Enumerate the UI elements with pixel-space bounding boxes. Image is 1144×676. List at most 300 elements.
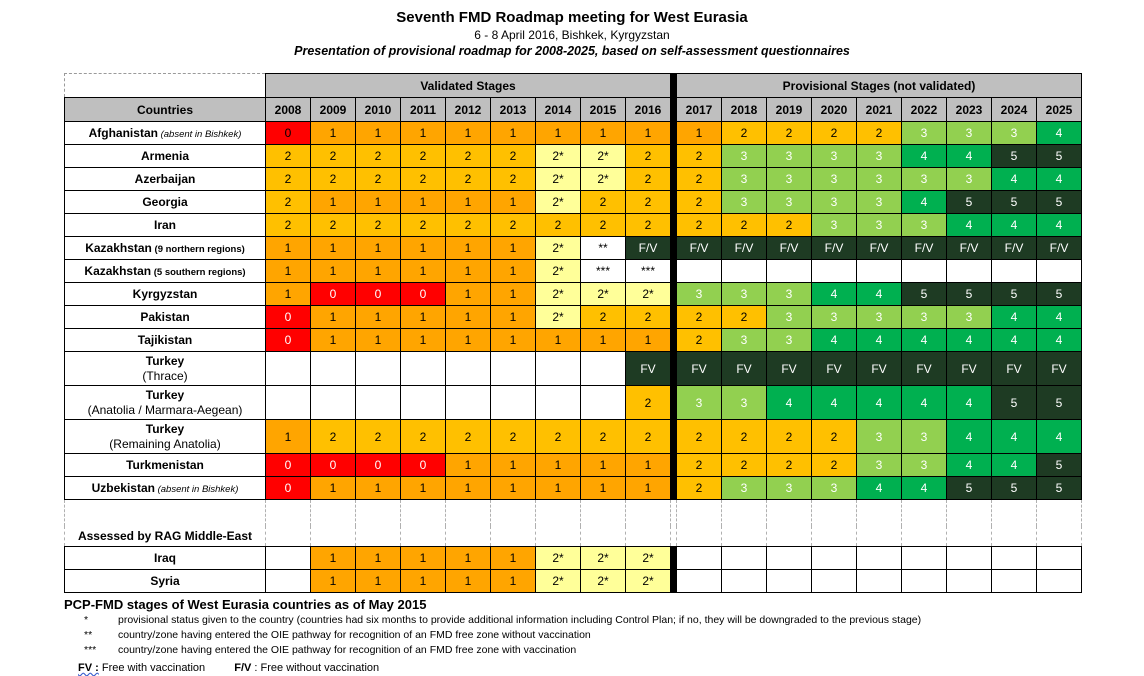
footnote-marker: * — [84, 614, 89, 626]
stage-cell: 3 — [722, 283, 767, 306]
stage-cell: 3 — [857, 168, 902, 191]
stage-cell: 0 — [311, 283, 356, 306]
stage-cell: 1 — [491, 570, 536, 593]
stage-cell: 1 — [491, 547, 536, 570]
stage-cell: 1 — [401, 260, 446, 283]
gap-cell — [356, 526, 401, 547]
stage-cell: 1 — [401, 122, 446, 145]
gap-cell — [902, 500, 947, 526]
stage-cell: 1 — [581, 122, 626, 145]
stage-cell: 1 — [401, 191, 446, 214]
stage-cell — [356, 352, 401, 386]
stage-cell: 4 — [992, 306, 1037, 329]
stage-cell: 1 — [446, 306, 491, 329]
stage-cell: 3 — [767, 191, 812, 214]
stage-cell: 2 — [491, 168, 536, 191]
year-header: 2021 — [857, 98, 902, 122]
country-cell — [65, 386, 266, 420]
footnote-text: provisional status given to the country (countries had six months to provide additional information including Control Plan; if no, they will be downgraded to the previous stage) — [118, 614, 922, 626]
year-header: 2010 — [356, 98, 401, 122]
rag-heading: Assessed by RAG Middle-East — [65, 526, 266, 547]
country-cell — [65, 329, 266, 352]
stage-cell — [677, 260, 722, 283]
year-header: 2016 — [626, 98, 671, 122]
gap-cell — [266, 500, 311, 526]
stage-cell: 5 — [1037, 283, 1082, 306]
stage-cell: 1 — [626, 122, 671, 145]
gap-cell — [536, 500, 581, 526]
year-header: 2024 — [992, 98, 1037, 122]
stage-cell: 3 — [947, 168, 992, 191]
gap-cell — [266, 526, 311, 547]
year-header: 2022 — [902, 98, 947, 122]
stage-cell: 4 — [902, 329, 947, 352]
stage-cell: 2 — [401, 168, 446, 191]
gap-cell — [947, 500, 992, 526]
stage-cell: 3 — [857, 145, 902, 168]
stage-cell — [767, 547, 812, 570]
stage-cell: FV — [767, 352, 812, 386]
stage-cell — [266, 547, 311, 570]
stage-cell: 1 — [626, 477, 671, 500]
stage-cell: 4 — [1037, 122, 1082, 145]
country-cell — [65, 145, 266, 168]
stage-cell — [902, 260, 947, 283]
year-header: 2008 — [266, 98, 311, 122]
gap-cell — [992, 526, 1037, 547]
stage-cell: 2 — [581, 306, 626, 329]
stage-cell: 2 — [812, 420, 857, 454]
stage-cell: FV — [1037, 352, 1082, 386]
stage-cell: 2 — [677, 191, 722, 214]
stage-cell: 2 — [626, 306, 671, 329]
stage-cell: 1 — [581, 477, 626, 500]
country-cell — [65, 214, 266, 237]
stage-cell: 1 — [356, 570, 401, 593]
gap-cell — [491, 526, 536, 547]
stage-cell: 1 — [491, 237, 536, 260]
stage-cell: 2* — [626, 570, 671, 593]
stage-cell: 3 — [812, 214, 857, 237]
stage-cell: F/V — [902, 237, 947, 260]
stage-cell: 4 — [1037, 306, 1082, 329]
stage-cell — [812, 570, 857, 593]
stage-cell: 1 — [446, 283, 491, 306]
stage-cell: 2 — [677, 306, 722, 329]
stage-cell: 2 — [677, 145, 722, 168]
stage-cell: 3 — [812, 477, 857, 500]
country-name: Azerbaijan — [134, 172, 196, 186]
stage-cell: 2* — [536, 283, 581, 306]
stage-cell: 2 — [767, 122, 812, 145]
stage-cell: 5 — [992, 191, 1037, 214]
stage-cell: 5 — [992, 145, 1037, 168]
stage-cell: 3 — [857, 306, 902, 329]
stage-cell: 2 — [536, 214, 581, 237]
stage-cell: 1 — [266, 260, 311, 283]
stage-cell: 2 — [446, 145, 491, 168]
country-cell — [65, 168, 266, 191]
stage-cell: F/V — [947, 237, 992, 260]
stage-cell: 1 — [446, 260, 491, 283]
stage-cell: 1 — [491, 329, 536, 352]
stage-cell: FV — [947, 352, 992, 386]
country-cell — [65, 237, 266, 260]
stage-cell: 1 — [446, 547, 491, 570]
country-name: Kazakhstan — [85, 241, 152, 255]
stage-cell: 2 — [722, 454, 767, 477]
stage-cell: F/V — [1037, 237, 1082, 260]
stage-cell: 2 — [356, 214, 401, 237]
footer-heading: PCP-FMD stages of West Eurasia countries as of May 2015 — [64, 597, 427, 612]
stage-cell: F/V — [992, 237, 1037, 260]
stage-cell: 2 — [626, 168, 671, 191]
country-suffix: (absent in Bishkek) — [157, 129, 242, 140]
stage-cell: 4 — [902, 386, 947, 420]
stage-cell — [902, 547, 947, 570]
country-cell — [65, 420, 266, 454]
stage-cell: 1 — [446, 191, 491, 214]
stage-cell: 3 — [767, 283, 812, 306]
stage-cell: 2* — [536, 145, 581, 168]
stage-cell — [446, 352, 491, 386]
stage-cell: 1 — [401, 306, 446, 329]
gap-cell — [1037, 500, 1082, 526]
gap-cell — [536, 526, 581, 547]
gap-cell — [857, 500, 902, 526]
stage-cell — [311, 386, 356, 420]
country-name: Turkey — [145, 421, 185, 436]
stage-cell: F/V — [857, 237, 902, 260]
stage-cell: 1 — [311, 122, 356, 145]
stage-cell: 2 — [767, 454, 812, 477]
stage-cell — [491, 386, 536, 420]
stage-cell: 1 — [491, 191, 536, 214]
stage-cell: 5 — [902, 283, 947, 306]
stage-cell — [581, 352, 626, 386]
stage-cell: 1 — [446, 477, 491, 500]
stage-cell: 4 — [1037, 329, 1082, 352]
stage-cell: FV — [812, 352, 857, 386]
stage-cell: 2* — [581, 570, 626, 593]
stage-cell: 0 — [356, 454, 401, 477]
stage-cell: 1 — [491, 122, 536, 145]
year-header: 2009 — [311, 98, 356, 122]
country-cell — [65, 283, 266, 306]
stage-cell — [722, 547, 767, 570]
country-name: Turkey — [145, 387, 185, 402]
stage-cell: F/V — [812, 237, 857, 260]
gap-cell — [947, 526, 992, 547]
year-header: 2018 — [722, 98, 767, 122]
stage-cell: 4 — [947, 420, 992, 454]
stage-cell: 1 — [311, 547, 356, 570]
stage-cell — [356, 386, 401, 420]
stage-cell: 1 — [446, 454, 491, 477]
stage-cell: 1 — [311, 477, 356, 500]
stage-cell: 1 — [356, 122, 401, 145]
gap-cell — [491, 500, 536, 526]
stage-cell — [1037, 260, 1082, 283]
stage-cell: 5 — [992, 386, 1037, 420]
country-name: Afghanistan — [88, 126, 158, 140]
stage-cell: 2 — [536, 420, 581, 454]
stage-cell — [767, 570, 812, 593]
stage-cell: 0 — [266, 454, 311, 477]
country-cell — [65, 122, 266, 145]
stage-cell: 3 — [767, 329, 812, 352]
stage-cell: 2 — [266, 191, 311, 214]
stage-cell: 1 — [401, 237, 446, 260]
stage-cell: 2 — [722, 122, 767, 145]
country-cell — [65, 477, 266, 500]
year-header: 2015 — [581, 98, 626, 122]
stage-cell: 1 — [356, 237, 401, 260]
country-name: Turkmenistan — [126, 458, 204, 472]
stage-cell: 1 — [311, 570, 356, 593]
stage-cell: FV — [626, 352, 671, 386]
stage-cell: 1 — [581, 329, 626, 352]
stage-cell: 1 — [491, 260, 536, 283]
stage-cell: 4 — [947, 454, 992, 477]
stage-cell: 3 — [902, 214, 947, 237]
stage-cell: 4 — [947, 386, 992, 420]
year-header: 2020 — [812, 98, 857, 122]
country-suffix: (Remaining Anatolia) — [109, 436, 221, 451]
gap-cell — [65, 500, 266, 526]
stage-cell: 1 — [626, 454, 671, 477]
stage-cell: 5 — [992, 477, 1037, 500]
stage-cell: 4 — [992, 214, 1037, 237]
gap-cell — [356, 500, 401, 526]
stage-cell: 2* — [536, 237, 581, 260]
stage-cell: 2 — [446, 420, 491, 454]
stage-cell: 1 — [311, 260, 356, 283]
stage-cell: *** — [581, 260, 626, 283]
stage-cell: *** — [626, 260, 671, 283]
stage-cell: 1 — [311, 191, 356, 214]
gap-cell — [722, 526, 767, 547]
stage-cell: 5 — [947, 283, 992, 306]
stage-cell: 0 — [401, 454, 446, 477]
legend-line — [78, 660, 1064, 676]
stage-cell — [992, 547, 1037, 570]
stage-cell: 2 — [722, 306, 767, 329]
stage-cell: 5 — [947, 477, 992, 500]
stage-cell: 3 — [857, 454, 902, 477]
stage-cell: FV — [722, 352, 767, 386]
stage-cell: 4 — [902, 477, 947, 500]
stage-cell — [536, 386, 581, 420]
stage-cell: 2 — [767, 420, 812, 454]
stage-cell — [401, 352, 446, 386]
country-name: Uzbekistan — [91, 481, 155, 495]
footnotes — [64, 596, 1064, 676]
stage-cell: 2* — [536, 570, 581, 593]
stage-cell: 3 — [722, 386, 767, 420]
stage-cell: 4 — [1037, 420, 1082, 454]
footnote-marker: *** — [84, 644, 97, 656]
stage-cell: 2 — [722, 420, 767, 454]
stage-cell: 3 — [902, 122, 947, 145]
country-cell: Syria — [65, 570, 266, 593]
stage-cell — [581, 386, 626, 420]
stage-cell: 2* — [536, 547, 581, 570]
gap-cell — [311, 526, 356, 547]
stage-cell: 2 — [401, 145, 446, 168]
gap-cell — [767, 526, 812, 547]
stage-cell: 1 — [491, 306, 536, 329]
country-suffix: (Thrace) — [142, 368, 188, 383]
gap-cell — [311, 500, 356, 526]
stage-cell: 2 — [626, 214, 671, 237]
stage-cell: 2* — [581, 283, 626, 306]
country-cell: Iraq — [65, 547, 266, 570]
footnote-text: country/zone having entered the OIE pathway for recognition of an FMD free zone without vaccination — [118, 629, 591, 641]
stage-cell: 0 — [356, 283, 401, 306]
gap-cell — [677, 500, 722, 526]
country-cell — [65, 306, 266, 329]
stage-cell: 5 — [1037, 145, 1082, 168]
stage-cell: 4 — [1037, 168, 1082, 191]
country-name: Pakistan — [140, 310, 190, 324]
stage-cell: 2* — [536, 191, 581, 214]
stage-cell: 1 — [356, 306, 401, 329]
stage-cell: 1 — [356, 260, 401, 283]
stage-cell: 4 — [902, 145, 947, 168]
stage-cell — [857, 547, 902, 570]
stage-cell: 2 — [356, 168, 401, 191]
stage-cell: 1 — [536, 477, 581, 500]
year-header: 2023 — [947, 98, 992, 122]
gap-cell — [1037, 526, 1082, 547]
stage-cell: 2 — [857, 122, 902, 145]
stage-cell: 2 — [446, 214, 491, 237]
stage-cell: 5 — [947, 191, 992, 214]
stage-cell: 4 — [992, 454, 1037, 477]
stage-cell: 1 — [446, 237, 491, 260]
stage-cell: 3 — [767, 168, 812, 191]
stage-cell: 4 — [992, 329, 1037, 352]
stage-cell: 1 — [311, 306, 356, 329]
stage-cell: 2 — [581, 191, 626, 214]
group-header-provisional: Provisional Stages (not validated) — [677, 74, 1082, 98]
stage-cell: 2 — [356, 145, 401, 168]
stage-cell: F/V — [677, 237, 722, 260]
stage-cell: 0 — [266, 122, 311, 145]
stage-cell: 0 — [311, 454, 356, 477]
stage-cell — [266, 352, 311, 386]
stage-cell — [491, 352, 536, 386]
stage-cell: 1 — [446, 570, 491, 593]
gap-cell — [581, 500, 626, 526]
legend-fsv-text: : Free without vaccination — [254, 662, 380, 674]
stage-cell: 5 — [992, 283, 1037, 306]
stage-cell: 4 — [857, 386, 902, 420]
stage-cell: 4 — [902, 191, 947, 214]
stage-cell: 2 — [812, 122, 857, 145]
legend-fv-abbr: FV : — [78, 662, 99, 674]
stage-cell: 2 — [677, 329, 722, 352]
stage-cell: 3 — [857, 214, 902, 237]
stage-cell: 3 — [812, 306, 857, 329]
gap-cell — [401, 526, 446, 547]
stage-cell: 4 — [992, 168, 1037, 191]
stage-cell: 5 — [1037, 454, 1082, 477]
footnote — [84, 643, 1064, 658]
stage-cell — [722, 260, 767, 283]
stage-cell: 2 — [677, 454, 722, 477]
stage-cell: 2 — [626, 386, 671, 420]
stage-cell: 1 — [536, 122, 581, 145]
gap-cell — [767, 500, 812, 526]
stage-cell: 2 — [626, 420, 671, 454]
stage-cell: FV — [677, 352, 722, 386]
stage-cell: 4 — [1037, 214, 1082, 237]
year-header: 2019 — [767, 98, 812, 122]
stage-cell: 0 — [266, 477, 311, 500]
legend-fv-text: Free with vaccination — [101, 662, 206, 674]
stage-cell: 2 — [767, 214, 812, 237]
country-name: Armenia — [140, 149, 190, 163]
stage-cell — [767, 260, 812, 283]
year-header: 2014 — [536, 98, 581, 122]
gap-cell — [626, 526, 671, 547]
stage-cell: 3 — [812, 168, 857, 191]
stage-cell — [947, 570, 992, 593]
stage-cell — [536, 352, 581, 386]
year-header: 2013 — [491, 98, 536, 122]
stage-cell: 1 — [311, 329, 356, 352]
stage-cell — [947, 547, 992, 570]
stage-cell: 2 — [356, 420, 401, 454]
stage-cell: 3 — [902, 306, 947, 329]
stage-cell: 2 — [491, 214, 536, 237]
stage-cell: 3 — [992, 122, 1037, 145]
stage-cell: 3 — [722, 191, 767, 214]
stage-cell: 4 — [857, 329, 902, 352]
page-tagline: Presentation of provisional roadmap for 2008-2025, based on self-assessment questionnaires — [294, 44, 850, 58]
gap-cell — [581, 526, 626, 547]
stage-cell: 0 — [266, 329, 311, 352]
group-header-validated: Validated Stages — [266, 74, 671, 98]
stage-cell: 5 — [1037, 477, 1082, 500]
stage-cell: 4 — [812, 329, 857, 352]
stage-cell: F/V — [626, 237, 671, 260]
stage-cell: 1 — [491, 477, 536, 500]
gap-cell — [677, 526, 722, 547]
stage-cell — [311, 352, 356, 386]
stage-cell: 2 — [491, 145, 536, 168]
stage-cell: 4 — [947, 145, 992, 168]
country-suffix: (Anatolia / Marmara-Aegean) — [87, 402, 243, 417]
stage-cell: F/V — [722, 237, 767, 260]
gap-cell — [401, 500, 446, 526]
country-suffix: (absent in Bishkek) — [154, 484, 239, 495]
stage-cell: 3 — [767, 477, 812, 500]
stage-cell — [992, 570, 1037, 593]
stage-cell: 2* — [536, 260, 581, 283]
footnote — [84, 613, 1064, 628]
stage-cell: 3 — [947, 122, 992, 145]
year-header: 2012 — [446, 98, 491, 122]
stage-cell: 1 — [491, 283, 536, 306]
gap-cell — [812, 500, 857, 526]
stage-cell: 1 — [356, 329, 401, 352]
stage-cell — [812, 260, 857, 283]
gap-cell — [626, 500, 671, 526]
stage-cell: ** — [581, 237, 626, 260]
